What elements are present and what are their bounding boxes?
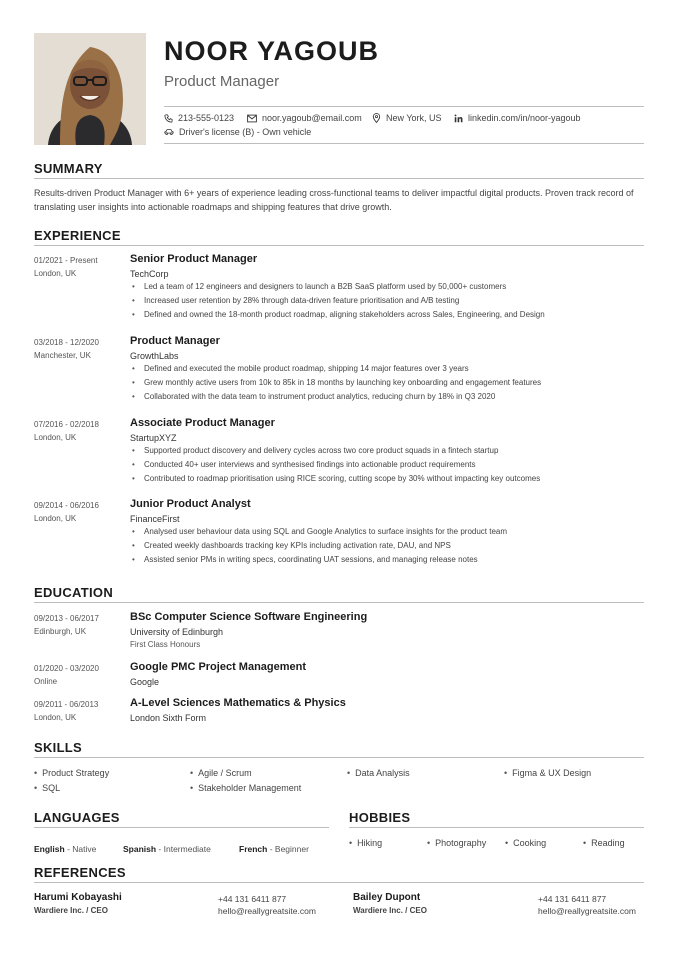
company-name: TechCorp [130, 269, 169, 279]
language-item: Spanish - Intermediate [123, 844, 211, 854]
hobby-item: • Photography [427, 838, 486, 848]
skill-item: • SQL [34, 783, 60, 793]
phone-icon [164, 114, 173, 123]
reference-contact [218, 893, 316, 917]
degree-title: A-Level Sciences Mathematics & Physics [130, 697, 346, 709]
languages-divider [34, 827, 329, 828]
bullet-item: • Grew monthly active users from 10k to 85k in 18 months by launching key onboarding and engagement features [130, 376, 541, 390]
bullet-list [130, 525, 507, 567]
reference-contact [538, 893, 636, 917]
degree-title: BSc Computer Science Software Engineering [130, 611, 368, 623]
reference-name: Bailey Dupont [353, 892, 421, 903]
bullet-item: • Increased user retention by 28% through data-driven feature prioritisation and A/B testing [130, 294, 545, 308]
hobby-item: • Hiking [349, 838, 382, 848]
education-details [130, 661, 306, 687]
reference-name: Harumi Kobayashi [34, 892, 122, 903]
bullet-item: • Collaborated with the data team to instrument product analytics, reducing churn by 18% in Q3 2020 [130, 390, 541, 404]
degree-title: Google PMC Project Management [130, 661, 307, 673]
summary-divider [34, 178, 644, 179]
company-name: FinanceFirst [130, 514, 180, 524]
contact-location [372, 113, 442, 123]
bullet-item: • Conducted 40+ user interviews and synthesised findings into actionable product requirements [130, 458, 540, 472]
reference-email[interactable]: hello@reallygreatsite.com [538, 906, 636, 916]
hobby-item: • Cooking [505, 838, 546, 848]
job-title: Senior Product Manager [130, 253, 258, 265]
education-details [130, 611, 367, 649]
school-name: Google [130, 677, 160, 687]
language-name: French [239, 844, 268, 854]
entry-dates: 03/2018 - 12/2020 [34, 338, 99, 347]
license-text: Driver's license (B) - Own vehicle [179, 127, 312, 137]
experience-details [130, 253, 545, 322]
bullet-item: • Defined and executed the mobile product roadmap, shipping 14 major features over 3 years [130, 362, 541, 376]
bullet-item: • Defined and owned the 18-month product roadmap, aligning stakeholders across Sales, Engineering, and Design [130, 308, 545, 322]
reference-company: Wardiere Inc. / CEO [34, 906, 108, 915]
bullet-item: • Created weekly dashboards tracking key KPIs including activation rate, DAU, and NPS [130, 539, 507, 553]
reference-entry [34, 892, 122, 915]
location-text: New York, US [386, 113, 442, 123]
linkedin-icon [454, 114, 463, 123]
entry-dates: 09/2014 - 06/2016 [34, 501, 99, 510]
education-entry [34, 612, 99, 638]
language-level: Native [72, 844, 97, 854]
bullet-item: • Analysed user behaviour data using SQL and Google Analytics to surface insights for the product team [130, 525, 507, 539]
contact-divider [164, 143, 644, 144]
references-divider [34, 882, 644, 883]
entry-location: Online [34, 677, 58, 686]
education-divider [34, 602, 644, 603]
contact-linkedin[interactable] [454, 113, 581, 123]
entry-location: London, UK [34, 433, 77, 442]
language-level: Intermediate [163, 844, 211, 854]
skill-item: • Data Analysis [347, 768, 410, 778]
education-note: First Class Honours [130, 640, 201, 649]
skills-heading: SKILLS [34, 740, 83, 755]
bullet-list [130, 280, 545, 322]
experience-details [130, 335, 541, 404]
experience-entry [34, 499, 99, 525]
bullet-item: • Contributed to roadmap prioritisation using RICE scoring, cutting scope by 30% without impacting key outcomes [130, 472, 540, 486]
experience-details [130, 498, 507, 567]
experience-entry [34, 254, 98, 280]
entry-location: Edinburgh, UK [34, 627, 87, 636]
company-name: StartupXYZ [130, 433, 177, 443]
summary-text: Results-driven Product Manager with 6+ years of experience leading cross-functional teams to deliver impactful digital products. Proven track record of translating user insights into actionable roadmaps and shipping features that drive growth. [34, 188, 634, 212]
entry-dates: 09/2011 - 06/2013 [34, 700, 99, 709]
experience-entry [34, 418, 99, 444]
language-name: English [34, 844, 65, 854]
hobbies-heading: HOBBIES [349, 810, 411, 825]
job-title: Junior Product Analyst [130, 498, 251, 510]
car-icon [164, 128, 174, 136]
hobbies-divider [349, 827, 644, 828]
entry-location: London, UK [34, 269, 77, 278]
job-title: Associate Product Manager [130, 417, 275, 429]
skill-item: • Product Strategy [34, 768, 109, 778]
entry-dates: 09/2013 - 06/2017 [34, 614, 99, 623]
entry-dates: 01/2020 - 03/2020 [34, 664, 99, 673]
skills-divider [34, 757, 644, 758]
phone-text: 213-555-0123 [178, 113, 235, 123]
entry-location: Manchester, UK [34, 351, 91, 360]
education-heading: EDUCATION [34, 585, 114, 600]
contact-phone [164, 113, 234, 123]
candidate-title: Product Manager [164, 73, 280, 90]
reference-entry [353, 892, 427, 915]
language-level: Beginner [274, 844, 309, 854]
contact-license [164, 127, 311, 137]
language-item: English - Native [34, 844, 97, 854]
language-name: Spanish [123, 844, 157, 854]
reference-phone: +44 131 6411 877 [538, 894, 607, 904]
education-details [130, 697, 346, 723]
school-name: London Sixth Form [130, 713, 207, 723]
bullet-list [130, 444, 540, 486]
candidate-name: NOOR YAGOUB [164, 36, 380, 66]
entry-dates: 07/2016 - 02/2018 [34, 420, 99, 429]
location-pin-icon [372, 113, 381, 123]
experience-divider [34, 245, 644, 246]
bullet-item: • Supported product discovery and delivery cycles across two core product squads in a fintech startup [130, 444, 540, 458]
references-heading: REFERENCES [34, 865, 126, 880]
mail-icon [247, 114, 257, 123]
profile-photo [34, 33, 146, 145]
education-entry [34, 662, 99, 688]
company-name: GrowthLabs [130, 351, 179, 361]
bullet-list [130, 362, 541, 404]
reference-phone: +44 131 6411 877 [218, 894, 287, 904]
contact-email[interactable] [247, 113, 362, 123]
job-title: Product Manager [130, 335, 220, 347]
linkedin-text: linkedin.com/in/noor-yagoub [468, 113, 581, 123]
experience-details [130, 417, 540, 486]
email-text: noor.yagoub@email.com [262, 113, 362, 123]
bullet-item: • Assisted senior PMs in writing specs, coordinating UAT sessions, and managing release notes [130, 553, 507, 567]
entry-location: London, UK [34, 713, 77, 722]
skill-item: • Figma & UX Design [504, 768, 591, 778]
skill-item: • Stakeholder Management [190, 783, 301, 793]
experience-heading: EXPERIENCE [34, 228, 121, 243]
entry-dates: 01/2021 - Present [34, 256, 98, 265]
bullet-item: • Led a team of 12 engineers and designers to launch a B2B SaaS platform used by 50,000+ customers [130, 280, 545, 294]
experience-entry [34, 336, 99, 362]
reference-email[interactable]: hello@reallygreatsite.com [218, 906, 316, 916]
skill-item: • Agile / Scrum [190, 768, 252, 778]
language-item: French - Beginner [239, 844, 309, 854]
summary-heading: SUMMARY [34, 161, 103, 176]
header-divider [164, 106, 644, 107]
school-name: University of Edinburgh [130, 627, 224, 637]
education-entry [34, 698, 98, 724]
entry-location: London, UK [34, 514, 77, 523]
hobby-item: • Reading [583, 838, 625, 848]
reference-company: Wardiere Inc. / CEO [353, 906, 427, 915]
languages-heading: LANGUAGES [34, 810, 120, 825]
